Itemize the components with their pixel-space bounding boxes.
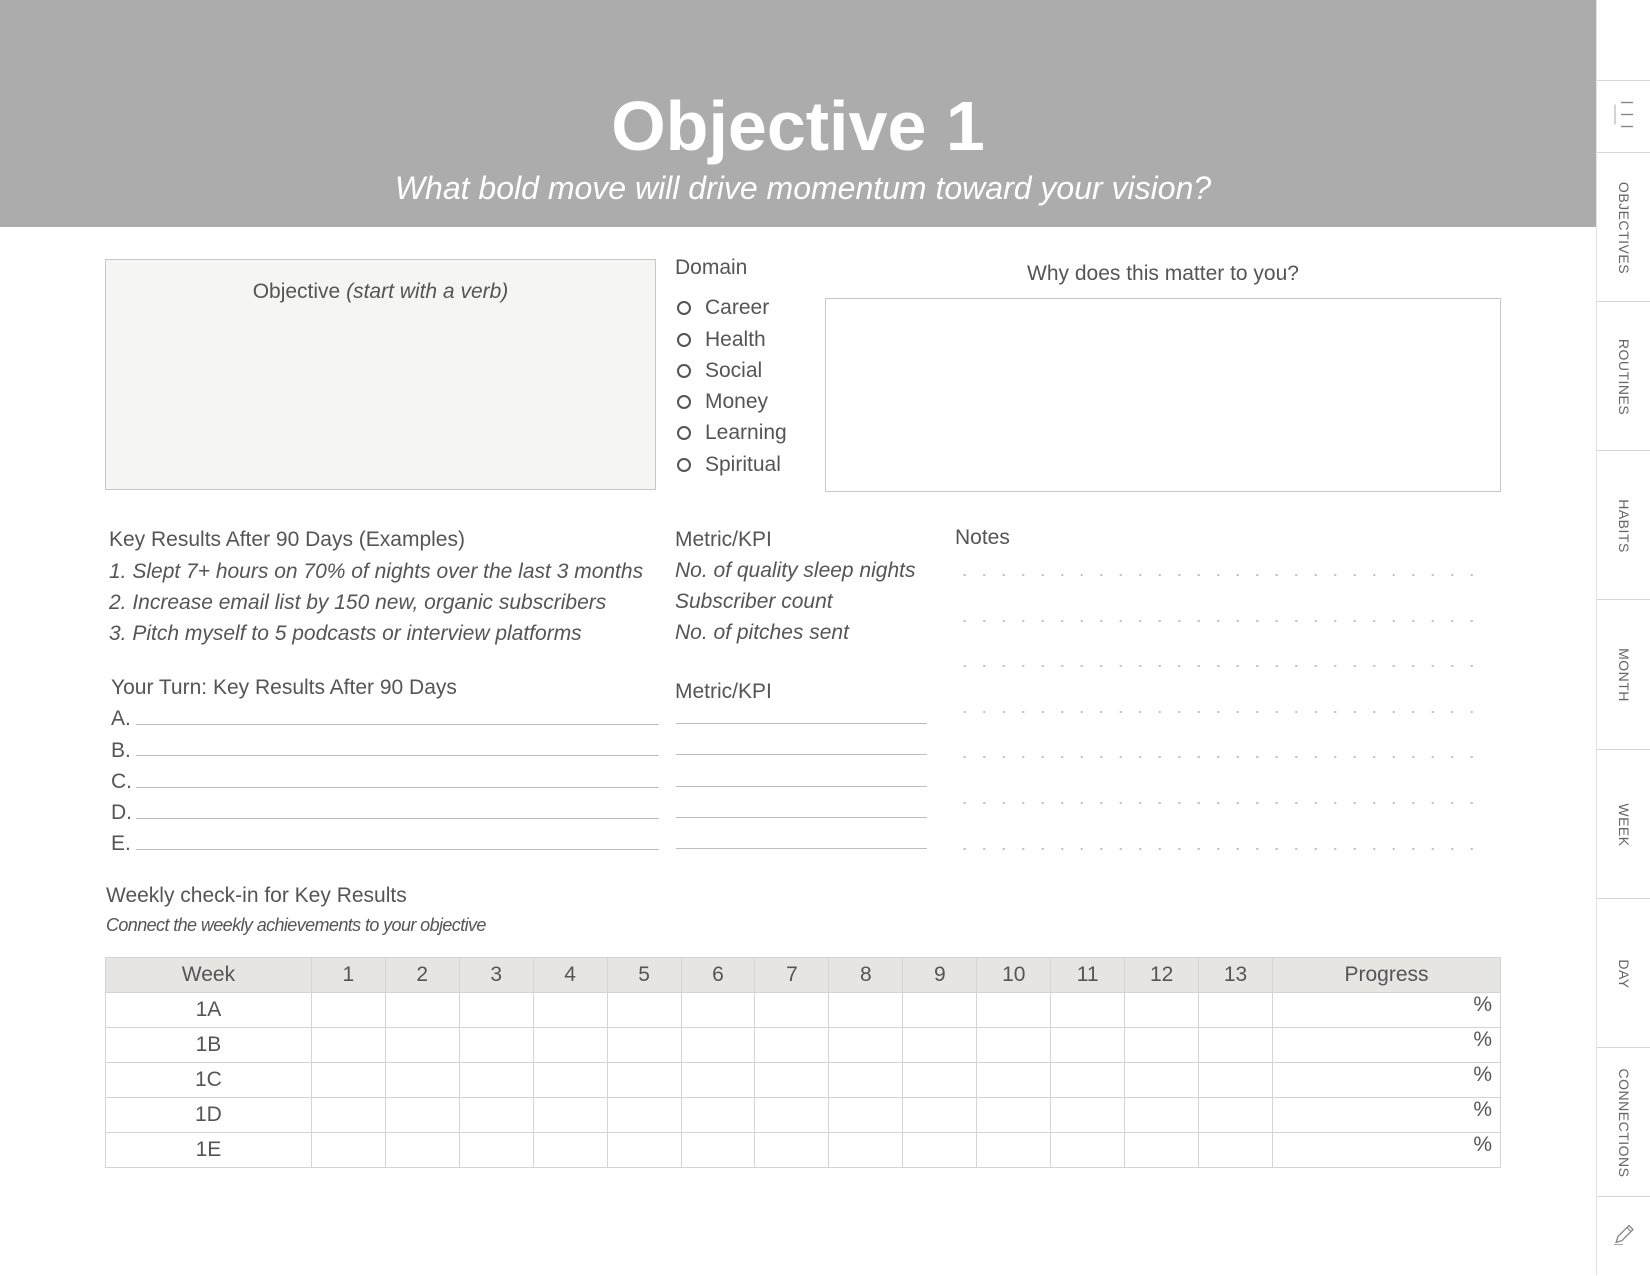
checkin-cell[interactable] — [755, 1028, 829, 1063]
example-metric-1: No. of quality sleep nights — [675, 559, 916, 582]
tab-label: ROUTINES — [1616, 338, 1632, 415]
checkin-cell[interactable] — [829, 1098, 903, 1133]
example-2: 2. Increase email list by 150 new, organic subscribers — [109, 591, 607, 614]
checkin-row — [106, 1063, 1501, 1098]
tab-label: WEEK — [1616, 802, 1632, 847]
tab-habits[interactable] — [1597, 450, 1650, 600]
checkin-cell[interactable] — [459, 993, 533, 1028]
menu-lines-icon — [1611, 99, 1637, 136]
column-header-week-9: 9 — [903, 958, 977, 993]
key-result-line-e[interactable] — [136, 849, 659, 850]
tab-label: DAY — [1616, 958, 1632, 989]
column-header-week-3: 3 — [459, 958, 533, 993]
checkin-cell[interactable] — [903, 1133, 977, 1168]
option-social: Social — [705, 359, 763, 382]
checkin-cell[interactable] — [607, 1028, 681, 1063]
notes-dot-row — [955, 574, 1485, 576]
key-result-label-a: A. — [111, 707, 131, 730]
page-title: Objective 1 — [611, 87, 985, 165]
option-money: Money — [705, 390, 769, 413]
checkin-cell[interactable] — [681, 1063, 755, 1098]
checkin-cell[interactable] — [903, 993, 977, 1028]
column-header-week-1: 1 — [311, 958, 385, 993]
checkin-cell[interactable] — [311, 1028, 385, 1063]
checkin-cell[interactable] — [829, 1133, 903, 1168]
checkin-row — [106, 1133, 1501, 1168]
checkin-cell[interactable] — [533, 1028, 607, 1063]
radio-spiritual[interactable] — [677, 458, 691, 472]
metric-line-d[interactable] — [676, 817, 927, 818]
column-header-week-11: 11 — [1051, 958, 1125, 993]
examples-heading: Key Results After 90 Days (Examples) — [109, 528, 465, 551]
tab-edit[interactable] — [1597, 1196, 1650, 1276]
why-label: Why does this matter to you? — [1027, 262, 1299, 285]
radio-social[interactable] — [677, 364, 691, 378]
tab-routines[interactable] — [1597, 301, 1650, 451]
checkin-cell[interactable] — [533, 1063, 607, 1098]
tab-connections[interactable] — [1597, 1047, 1650, 1197]
checkin-cell[interactable] — [1051, 1028, 1125, 1063]
checkin-cell[interactable] — [533, 993, 607, 1028]
checkin-cell[interactable] — [755, 993, 829, 1028]
checkin-row-label: 1D — [106, 1098, 312, 1133]
checkin-cell[interactable] — [977, 1028, 1051, 1063]
option-spiritual: Spiritual — [705, 453, 781, 476]
checkin-cell[interactable] — [533, 1133, 607, 1168]
checkin-cell[interactable] — [459, 1098, 533, 1133]
checkin-row — [106, 1028, 1501, 1063]
metric-line-a[interactable] — [676, 723, 927, 724]
key-result-line-d[interactable] — [136, 818, 659, 819]
column-header-week-10: 10 — [977, 958, 1051, 993]
notes-label: Notes — [955, 526, 1010, 549]
checkin-cell[interactable] — [977, 1133, 1051, 1168]
progress-cell[interactable]: % — [1273, 993, 1501, 1028]
radio-health[interactable] — [677, 333, 691, 347]
checkin-title: Weekly check-in for Key Results — [106, 884, 407, 907]
checkin-row-label: 1A — [106, 993, 312, 1028]
tab-label: MONTH — [1616, 648, 1632, 702]
progress-cell[interactable]: % — [1273, 1098, 1501, 1133]
checkin-cell[interactable] — [1125, 1098, 1199, 1133]
key-result-line-b[interactable] — [136, 755, 659, 756]
metric-line-c[interactable] — [676, 786, 927, 787]
checkin-cell[interactable] — [755, 1133, 829, 1168]
key-result-label-b: B. — [111, 739, 131, 762]
metric-line-b[interactable] — [676, 754, 927, 755]
checkin-row — [106, 993, 1501, 1028]
checkin-cell[interactable] — [459, 1063, 533, 1098]
checkin-cell[interactable] — [681, 993, 755, 1028]
checkin-cell[interactable] — [903, 1063, 977, 1098]
page-subtitle: What bold move will drive momentum toward your vision? — [394, 170, 1212, 206]
domain-label: Domain — [675, 256, 748, 279]
tab-day[interactable] — [1597, 898, 1650, 1048]
checkin-cell[interactable] — [903, 1028, 977, 1063]
checkin-cell[interactable] — [607, 1098, 681, 1133]
checkin-cell[interactable] — [385, 1133, 459, 1168]
checkin-cell[interactable] — [311, 1098, 385, 1133]
checkin-cell[interactable] — [977, 1063, 1051, 1098]
example-metric-3: No. of pitches sent — [675, 621, 849, 644]
column-header-week-13: 13 — [1199, 958, 1273, 993]
notes-dot-row — [955, 711, 1485, 713]
your-turn-metric-heading: Metric/KPI — [675, 680, 772, 703]
tab-label: OBJECTIVES — [1616, 181, 1632, 274]
checkin-cell[interactable] — [1125, 1133, 1199, 1168]
checkin-cell[interactable] — [607, 993, 681, 1028]
checkin-cell[interactable] — [1051, 1133, 1125, 1168]
checkin-cell[interactable] — [459, 1133, 533, 1168]
column-header-week: Week — [106, 958, 312, 993]
key-result-label-d: D. — [111, 801, 132, 824]
why-input-box[interactable] — [825, 298, 1501, 492]
checkin-cell[interactable] — [311, 1063, 385, 1098]
checkin-cell[interactable] — [1051, 993, 1125, 1028]
checkin-cell[interactable] — [607, 1063, 681, 1098]
tab-objectives[interactable] — [1597, 152, 1650, 302]
tab-week[interactable] — [1597, 749, 1650, 899]
checkin-table — [105, 957, 1501, 1168]
checkin-cell[interactable] — [385, 1098, 459, 1133]
checkin-cell[interactable] — [1125, 1063, 1199, 1098]
notes-dot-row — [955, 756, 1485, 758]
checkin-cell[interactable] — [311, 993, 385, 1028]
checkin-row-label: 1B — [106, 1028, 312, 1063]
page-header — [0, 0, 1596, 227]
notes-dot-row — [955, 848, 1485, 850]
example-metric-2: Subscriber count — [675, 590, 833, 613]
column-header-week-2: 2 — [385, 958, 459, 993]
column-header-week-8: 8 — [829, 958, 903, 993]
column-header-week-5: 5 — [607, 958, 681, 993]
radio-career[interactable] — [677, 301, 691, 315]
side-tab-bar — [1596, 0, 1650, 1275]
key-result-line-c[interactable] — [136, 787, 659, 788]
notes-dot-row — [955, 802, 1485, 804]
checkin-cell[interactable] — [755, 1063, 829, 1098]
checkin-cell[interactable] — [311, 1133, 385, 1168]
checkin-cell[interactable] — [1199, 1098, 1273, 1133]
option-career: Career — [705, 296, 770, 319]
your-turn-heading: Your Turn: Key Results After 90 Days — [111, 676, 457, 699]
notes-dot-row — [955, 620, 1485, 622]
checkin-cell[interactable] — [607, 1133, 681, 1168]
objective-input-box[interactable] — [105, 259, 656, 490]
progress-cell[interactable]: % — [1273, 1063, 1501, 1098]
checkin-cell[interactable] — [1199, 1133, 1273, 1168]
tab-label: HABITS — [1616, 498, 1632, 553]
column-header-week-7: 7 — [755, 958, 829, 993]
checkin-cell[interactable] — [755, 1098, 829, 1133]
checkin-row — [106, 1098, 1501, 1133]
checkin-cell[interactable] — [829, 1063, 903, 1098]
checkin-cell[interactable] — [1051, 1098, 1125, 1133]
checkin-cell[interactable] — [829, 1028, 903, 1063]
checkin-header-row — [106, 958, 1501, 993]
option-learning: Learning — [705, 421, 787, 444]
checkin-cell[interactable] — [385, 993, 459, 1028]
checkin-cell[interactable] — [681, 1028, 755, 1063]
checkin-cell[interactable] — [903, 1098, 977, 1133]
checkin-cell[interactable] — [1125, 1028, 1199, 1063]
checkin-cell[interactable] — [385, 1028, 459, 1063]
checkin-cell[interactable] — [681, 1098, 755, 1133]
example-1: 1. Slept 7+ hours on 70% of nights over the last 3 months — [109, 560, 644, 583]
tab-label: CONNECTIONS — [1616, 1068, 1632, 1177]
key-result-line-a[interactable] — [136, 724, 659, 725]
progress-cell[interactable]: % — [1273, 1028, 1501, 1063]
column-header-week-12: 12 — [1125, 958, 1199, 993]
example-metric-heading: Metric/KPI — [675, 528, 772, 551]
tab-month[interactable] — [1597, 599, 1650, 750]
column-header-week-6: 6 — [681, 958, 755, 993]
checkin-cell[interactable] — [977, 1098, 1051, 1133]
checkin-cell[interactable] — [977, 993, 1051, 1028]
checkin-cell[interactable] — [1051, 1063, 1125, 1098]
pencil-icon — [1611, 1221, 1637, 1252]
checkin-cell[interactable] — [533, 1098, 607, 1133]
checkin-cell[interactable] — [1125, 993, 1199, 1028]
metric-line-e[interactable] — [676, 848, 927, 849]
checkin-cell[interactable] — [829, 993, 903, 1028]
progress-cell[interactable]: % — [1273, 1133, 1501, 1168]
radio-money[interactable] — [677, 395, 691, 409]
checkin-row-label: 1E — [106, 1133, 312, 1168]
checkin-cell[interactable] — [1199, 1028, 1273, 1063]
tab-menu[interactable] — [1597, 80, 1650, 153]
example-3: 3. Pitch myself to 5 podcasts or interview platforms — [109, 622, 582, 645]
option-health: Health — [705, 328, 766, 351]
checkin-cell[interactable] — [459, 1028, 533, 1063]
checkin-cell[interactable] — [681, 1133, 755, 1168]
radio-learning[interactable] — [677, 426, 691, 440]
checkin-row-label: 1C — [106, 1063, 312, 1098]
checkin-cell[interactable] — [1199, 993, 1273, 1028]
objective-label: Objective (start with a verb) — [252, 280, 509, 303]
key-result-label-e: E. — [111, 832, 131, 855]
checkin-subtitle: Connect the weekly achievements to your objective — [106, 915, 486, 935]
key-result-label-c: C. — [111, 770, 132, 793]
column-header-week-4: 4 — [533, 958, 607, 993]
checkin-cell[interactable] — [385, 1063, 459, 1098]
checkin-cell[interactable] — [1199, 1063, 1273, 1098]
notes-dot-row — [955, 665, 1485, 667]
column-header-progress: Progress — [1273, 958, 1501, 993]
